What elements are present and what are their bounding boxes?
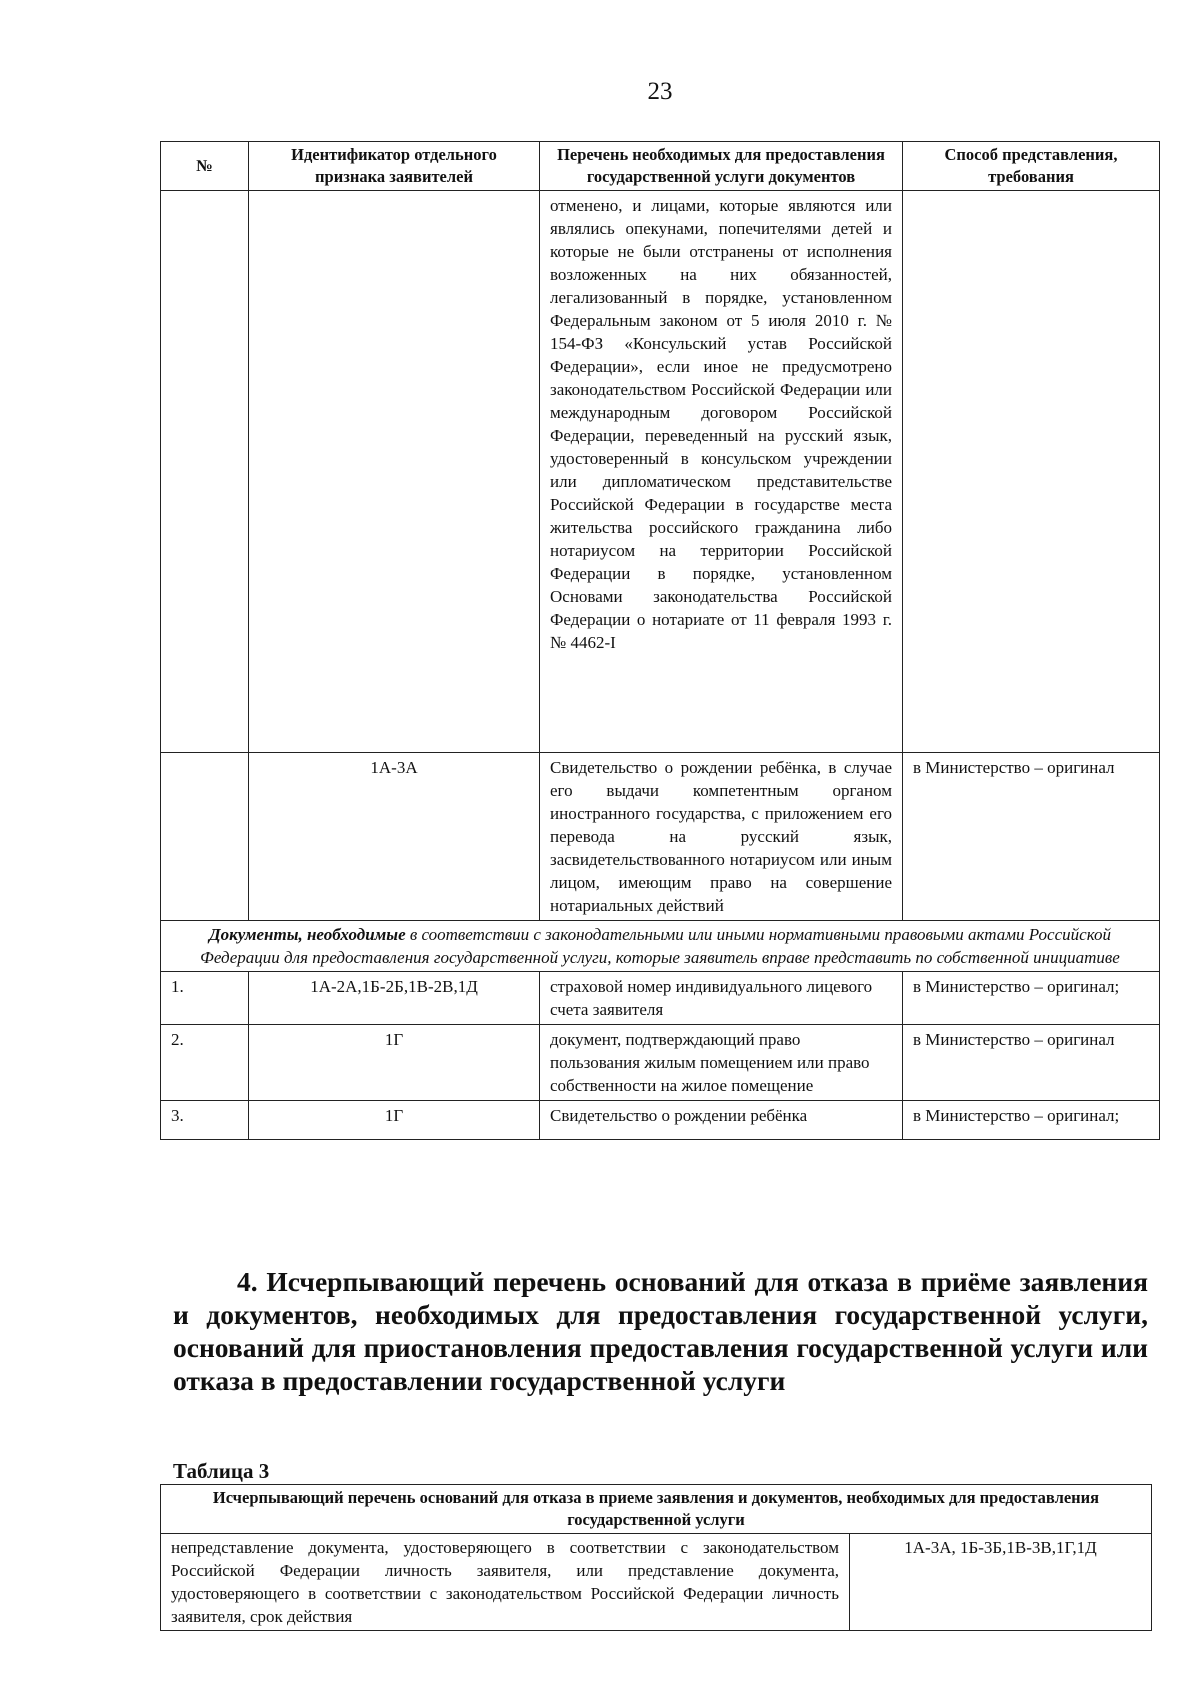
refusal-reasons-table	[160, 1484, 1152, 1631]
empty-cell	[903, 191, 1160, 753]
document-cell: документ, подтверждающий право пользования жилым помещением или право собственности на жилое помещение	[540, 1025, 903, 1101]
identifier-cell: 1Г	[249, 1101, 540, 1140]
row-number: 2.	[161, 1025, 249, 1101]
table-row	[161, 753, 1160, 921]
reason-cell: непредставление документа, удостоверяющего в соответствии с законодательством Российской Федерации личность заявителя, или представление документа, удостоверяющего в соответствии с законодательством Российской Федерации личность заявителя, срок действия	[161, 1534, 850, 1631]
table-header-row	[161, 142, 1160, 191]
header-identifier: Идентификатор отдельного признака заявителей	[249, 142, 540, 191]
codes-cell: 1А-3А, 1Б-3Б,1В-3В,1Г,1Д	[850, 1534, 1152, 1631]
document-cell: Свидетельство о рождении ребёнка, в случае его выдачи компетентным органом иностранного государства, с приложением его перевода на русский язык, засвидетельствованного нотариусом или иным лицом, имеющим право на совершение нотариальных действий	[540, 753, 903, 921]
row-number: 1.	[161, 972, 249, 1025]
header-method: Способ представления, требования	[903, 142, 1160, 191]
section-row	[161, 921, 1160, 972]
header-num: №	[161, 142, 249, 191]
documents-table	[160, 141, 1160, 1140]
table-row	[161, 972, 1160, 1025]
header-documents: Перечень необходимых для предоставления государственной услуги документов	[540, 142, 903, 191]
method-cell: в Министерство – оригинал	[903, 1025, 1160, 1101]
method-cell: в Министерство – оригинал	[903, 753, 1160, 921]
table-row	[161, 1025, 1160, 1101]
table-header: Исчерпывающий перечень оснований для отказа в приеме заявления и документов, необходимых для предоставления государственной услуги	[161, 1485, 1152, 1534]
row-number: 3.	[161, 1101, 249, 1140]
section-row-bold: Документы, необходимые	[209, 925, 406, 944]
empty-cell	[249, 191, 540, 753]
section-heading: 4. Исчерпывающий перечень оснований для отказа в приёме заявления и документов, необходимых для предоставления государственной услуги, оснований для приостановления предоставления государственной услуги или отказа в предоставлении государственной услуги	[173, 1266, 1148, 1396]
empty-cell	[161, 753, 249, 921]
identifier-cell: 1А-2А,1Б-2Б,1В-2В,1Д	[249, 972, 540, 1025]
section-row-cell	[161, 921, 1160, 972]
table-row	[161, 191, 1160, 753]
table-row	[161, 1534, 1152, 1631]
table-header-row	[161, 1485, 1152, 1534]
method-cell: в Министерство – оригинал;	[903, 1101, 1160, 1140]
table-row	[161, 1101, 1160, 1140]
section-row-text: в соответствии с законодательными или иными нормативными правовыми актами Российской Федерации для предоставления государственной услуги, которые заявитель вправе представить по собственной инициативе	[200, 925, 1120, 967]
page-number: 23	[647, 78, 673, 105]
document-cell: страховой номер индивидуального лицевого счета заявителя	[540, 972, 903, 1025]
document-cell: Свидетельство о рождении ребёнка	[540, 1101, 903, 1140]
continuation-text: отменено, и лицами, которые являются или являлись опекунами, попечителями детей и которые не были отстранены от исполнения возложенных на них обязанностей, легализованный в порядке, установленном Федеральным законом от 5 июля 2010 г. № 154-ФЗ «Консульский устав Российской Федерации», если иное не предусмотрено законодательством Российской Федерации или международным договором Российской Федерации, переведенный на русский язык, удостоверенный в консульском учреждении или дипломатическом представительстве Российской Федерации в государстве места жительства российского гражданина либо нотариусом на территории Российской Федерации в порядке, установленном Основами законодательства Российской Федерации о нотариате от 11 февраля 1993 г. № 4462-I	[540, 191, 903, 753]
identifier-cell: 1Г	[249, 1025, 540, 1101]
method-cell: в Министерство – оригинал;	[903, 972, 1160, 1025]
identifier-cell: 1А-3А	[249, 753, 540, 921]
table-caption: Таблица 3	[173, 1459, 270, 1483]
empty-cell	[161, 191, 249, 753]
